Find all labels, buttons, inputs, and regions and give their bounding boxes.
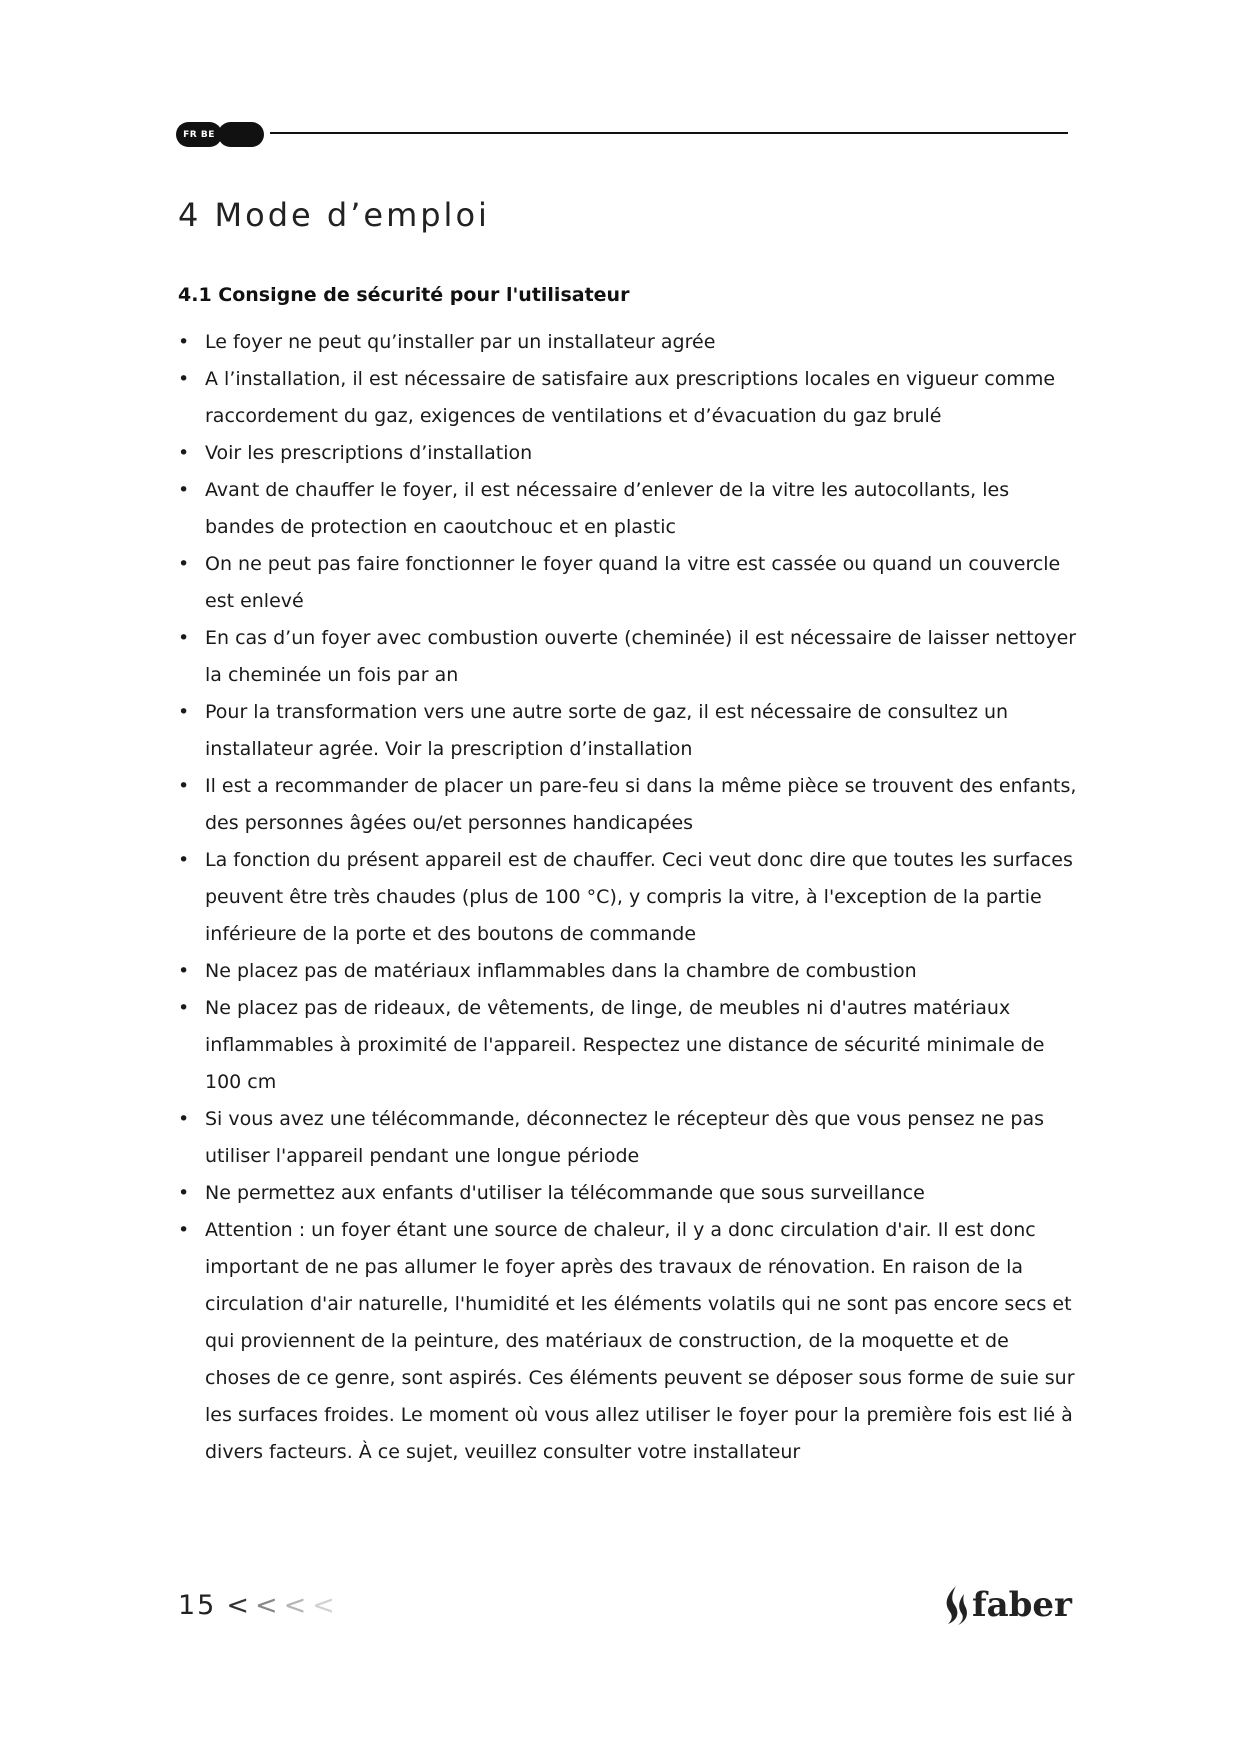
bullet-icon: • (178, 442, 190, 464)
list-item (178, 435, 1078, 472)
list-item-text: Ne placez pas de matériaux inflammables dans la chambre de combustion (205, 960, 917, 982)
bullet-icon: • (178, 627, 190, 649)
list-item-text: Le foyer ne peut qu’installer par un installateur agrée (205, 331, 716, 353)
list-item (178, 1101, 1078, 1175)
page-number: 15 (178, 1590, 217, 1621)
bullet-icon: • (178, 1219, 190, 1241)
list-item-text: On ne peut pas faire fonctionner le foyer quand la vitre est cassée ou quand un couvercle est enlevé (205, 553, 1061, 612)
list-item (178, 620, 1078, 694)
list-item-text: Avant de chauffer le foyer, il est nécessaire d’enlever de la vitre les autocollants, les bandes de protection en caoutchouc et en plastic (205, 479, 1010, 538)
bullet-icon: • (178, 701, 190, 723)
list-item (178, 361, 1078, 435)
list-item (178, 472, 1078, 546)
list-item-text: En cas d’un foyer avec combustion ouverte (cheminée) il est nécessaire de laisser nettoyer la cheminée un fois par an (205, 627, 1077, 686)
list-item-text: A l’installation, il est nécessaire de satisfaire aux prescriptions locales en vigueur comme raccordement du gaz, exigences de ventilations et d’évacuation du gaz brulé (205, 368, 1056, 427)
header-rule (270, 132, 1068, 134)
bullet-icon: • (178, 368, 190, 390)
bullet-icon: • (178, 1182, 190, 1204)
language-badge-label: FR BE (176, 122, 222, 147)
list-item (178, 694, 1078, 768)
bullet-icon: • (178, 960, 190, 982)
list-item (178, 953, 1078, 990)
list-item (178, 842, 1078, 953)
list-item-text: Pour la transformation vers une autre sorte de gaz, il est nécessaire de consultez un installateur agrée. Voir la prescription d’installation (205, 701, 1009, 760)
language-badge-pill (218, 122, 264, 147)
list-item (178, 324, 1078, 361)
bullet-icon: • (178, 331, 190, 353)
brand-wordmark: faber (972, 1585, 1072, 1625)
arrow-icon: < (312, 1590, 341, 1621)
list-item-text: Voir les prescriptions d’installation (205, 442, 533, 464)
arrow-icon: < (254, 1590, 284, 1621)
bullet-icon: • (178, 849, 190, 871)
list-item (178, 546, 1078, 620)
list-item-text: Si vous avez une télécommande, déconnectez le récepteur dès que vous pensez ne pas utiliser l'appareil pendant une longue période (205, 1108, 1044, 1167)
list-item (178, 1212, 1078, 1471)
list-item (178, 990, 1078, 1101)
page-title: 4 Mode d’emploi (178, 196, 490, 234)
list-item-text: La fonction du présent appareil est de chauffer. Ceci veut donc dire que toutes les surfaces peuvent être très chaudes (plus de 100 °C), y compris la vitre, à l'exception de la partie inférieure de la porte et des boutons de commande (205, 849, 1073, 945)
list-item-text: Ne placez pas de rideaux, de vêtements, de linge, de meubles ni d'autres matériaux inflammables à proximité de l'appareil. Respectez une distance de sécurité minimale de 100 cm (205, 997, 1045, 1093)
arrow-icon: < (283, 1590, 313, 1621)
section-heading: 4.1 Consigne de sécurité pour l'utilisateur (178, 284, 630, 306)
list-item-text: Ne permettez aux enfants d'utiliser la télécommande que sous surveillance (205, 1182, 925, 1204)
bullet-icon: • (178, 1108, 190, 1130)
bullet-icon: • (178, 997, 190, 1019)
bullet-icon: • (178, 775, 190, 797)
bullet-icon: • (178, 479, 190, 501)
safety-instructions-list (178, 324, 1078, 1471)
list-item (178, 768, 1078, 842)
language-badge (176, 122, 264, 147)
brand-logo (940, 1583, 1072, 1627)
bullet-icon: • (178, 553, 190, 575)
list-item-text: Il est a recommander de placer un pare-feu si dans la même pièce se trouvent des enfants, des personnes âgées ou/et personnes handicapées (205, 775, 1077, 834)
nav-arrows (226, 1590, 341, 1621)
list-item (178, 1175, 1078, 1212)
flame-icon (940, 1584, 970, 1626)
list-item-text: Attention : un foyer étant une source de chaleur, il y a donc circulation d'air. Il est donc important de ne pas allumer le foyer après des travaux de rénovation. En raison de la circulation d'air naturelle, l'humidité et les éléments volatils qui ne sont pas encore secs et qui proviennent de la peinture, des matériaux de construction, de la moquette et de choses de ce genre, sont aspirés. Ces éléments peuvent se déposer sous forme de suie sur les surfaces froides. Le moment où vous allez utiliser le foyer pour la première fois est lié à divers facteurs. À ce sujet, veuillez consulter votre installateur (205, 1219, 1075, 1463)
page-number-block (178, 1590, 341, 1621)
arrow-icon: < (226, 1590, 255, 1621)
